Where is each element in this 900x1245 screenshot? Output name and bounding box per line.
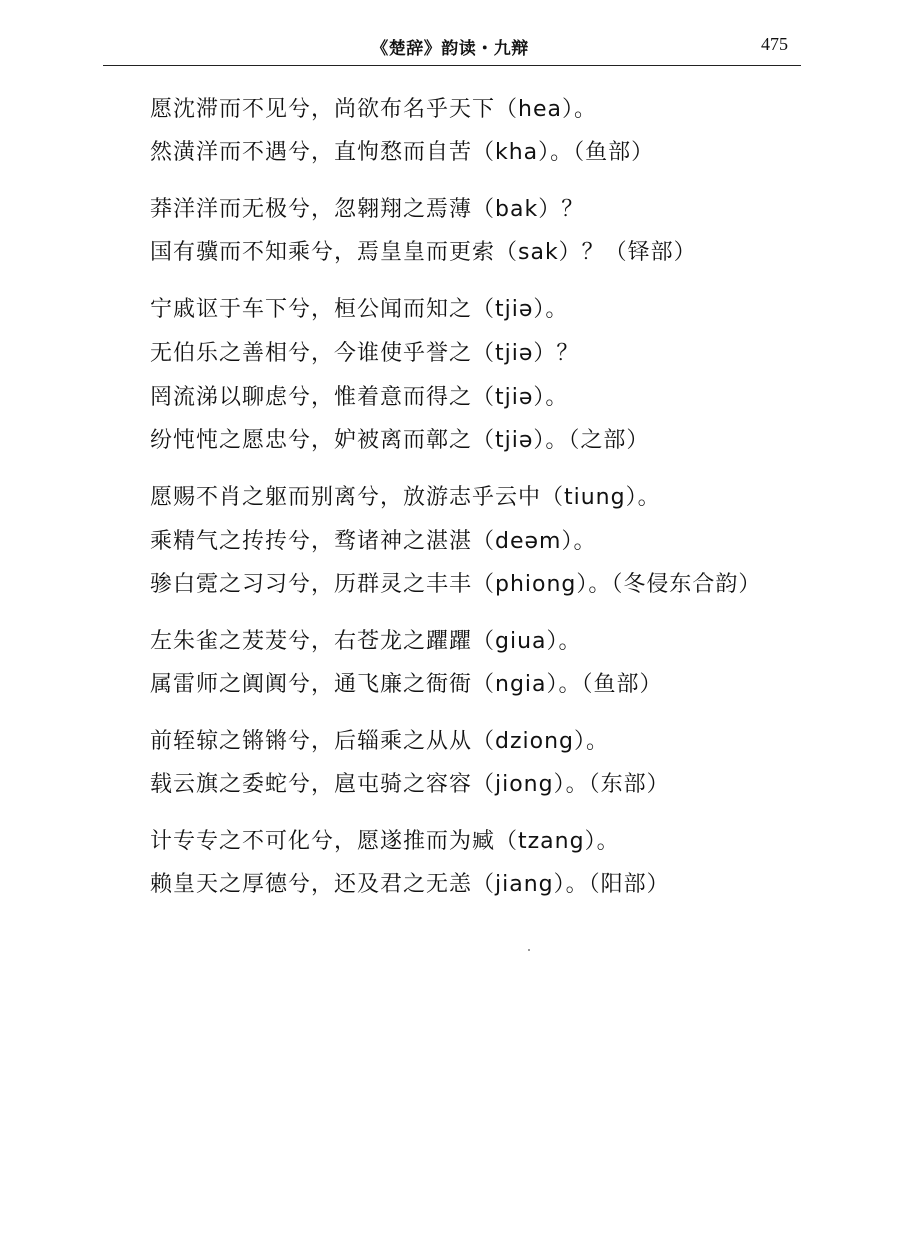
stanza-3 <box>150 288 810 462</box>
stanza-2 <box>150 188 810 274</box>
verse-line: 载云旗之委蛇兮，扈屯骑之容容（jiong）。（东部） <box>150 772 670 797</box>
verse-line: 无伯乐之善相兮，今谁使乎誉之（tjiə）？ <box>150 341 580 366</box>
scan-speck <box>528 949 530 951</box>
verse-line: 属雷师之阗阗兮，通飞廉之衙衙（ngia）。（鱼部） <box>150 672 663 697</box>
poem-body <box>150 88 810 920</box>
running-head <box>0 30 900 60</box>
running-title: 《楚辞》韵读・九辩 <box>371 39 529 59</box>
verse-line: 前轾辌之锵锵兮，后辎乘之从从（dziong）。 <box>150 729 609 754</box>
page-number: 475 <box>761 34 788 54</box>
verse-line: 计专专之不可化兮，愿遂推而为臧（tzang）。 <box>150 829 620 854</box>
stanza-4 <box>150 476 810 606</box>
verse-line: 然潢洋而不遇兮，直怐愗而自苦（kha）。（鱼部） <box>150 140 655 165</box>
verse-line: 骖白霓之习习兮，历群灵之丰丰（phiong）。（冬侵东合韵） <box>150 572 762 597</box>
verse-line: 赖皇天之厚德兮，还及君之无恙（jiang）。（阳部） <box>150 872 670 897</box>
verse-line: 国有骥而不知乘兮，焉皇皇而更索（sak）？（铎部） <box>150 240 697 265</box>
stanza-1 <box>150 88 810 174</box>
verse-line: 愿赐不肖之躯而别离兮，放游志乎云中（tiung）。 <box>150 485 661 510</box>
verse-line: 罔流涕以聊虑兮，惟着意而得之（tjiə）。 <box>150 385 569 410</box>
header-rule <box>103 65 801 66</box>
stanza-6 <box>150 720 810 806</box>
verse-line: 莽洋洋而无极兮，忽翱翔之焉薄（bak）？ <box>150 197 585 222</box>
verse-line: 宁戚讴于车下兮，桓公闻而知之（tjiə）。 <box>150 297 569 322</box>
verse-line: 愿沈滞而不见兮，尚欲布名乎天下（hea）。 <box>150 97 597 122</box>
verse-line: 纷忳忳之愿忠兮，妒被离而鄣之（tjiə）。（之部） <box>150 428 650 453</box>
verse-line: 乘精气之抟抟兮，骛诸神之湛湛（deəm）。 <box>150 529 597 554</box>
stanza-7 <box>150 820 810 906</box>
stanza-5 <box>150 620 810 706</box>
verse-line: 左朱雀之茇茇兮，右苍龙之躣躣（giua）。 <box>150 629 582 654</box>
